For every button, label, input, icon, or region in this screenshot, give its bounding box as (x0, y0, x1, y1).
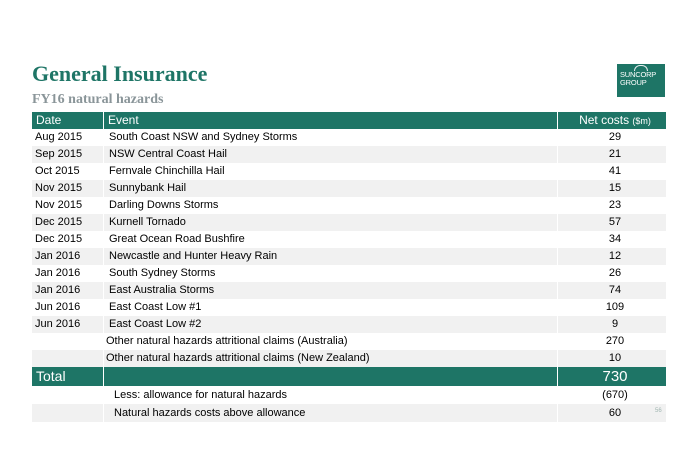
natural-hazards-table (32, 112, 666, 422)
row-cost: 270 (557, 333, 666, 350)
above-allowance-spacer (32, 404, 103, 422)
row-date: Nov 2015 (32, 180, 103, 197)
row-event: Darling Downs Storms (103, 197, 557, 214)
row-date: Oct 2015 (35, 165, 80, 177)
row-date: Aug 2015 (35, 131, 83, 143)
row-event: NSW Central Coast Hail (103, 146, 557, 163)
row-date: Nov 2015 (35, 199, 83, 211)
total-spacer (103, 367, 557, 386)
total-value: 730 (557, 367, 666, 386)
row-date: Dec 2015 (32, 214, 103, 231)
row-cost: 74 (557, 282, 666, 299)
row-event: Kurnell Tornado (103, 214, 557, 231)
row-event: East Coast Low #2 (103, 316, 557, 333)
row-event: East Australia Storms (103, 282, 557, 299)
header-unit: ($m) (632, 116, 651, 126)
page-number: 56 (655, 408, 662, 414)
row-cost: 21 (557, 146, 666, 163)
row-date: Jan 2016 (32, 248, 103, 265)
row-date: Jun 2016 (32, 316, 103, 333)
allowance-spacer (32, 386, 103, 404)
row-cost: 9 (557, 316, 666, 333)
row-cost: 12 (557, 248, 666, 265)
row-date: Dec 2015 (35, 233, 83, 245)
above-allowance-value: 60 (557, 404, 666, 422)
row-cost: 41 (557, 163, 666, 180)
logo-text-line-2: GROUP (620, 78, 647, 87)
header-net-costs (557, 112, 666, 129)
row-cost: 34 (557, 231, 666, 248)
above-allowance-label: Natural hazards costs above allowance (103, 404, 557, 422)
row-cost: 23 (557, 197, 666, 214)
row-event: Other natural hazards attritional claims (Australia) (103, 333, 557, 350)
row-cost: 15 (557, 180, 666, 197)
sun-arc-icon (634, 65, 648, 71)
row-date: Jun 2016 (35, 301, 81, 313)
row-date (32, 333, 103, 350)
row-cost: 26 (557, 265, 666, 282)
row-cost: 109 (557, 299, 666, 316)
row-event: Newcastle and Hunter Heavy Rain (103, 248, 557, 265)
page-subtitle: FY16 natural hazards (32, 92, 164, 107)
row-cost: 57 (557, 214, 666, 231)
allowance-value: (670) (557, 386, 666, 404)
suncorp-logo (617, 64, 665, 97)
row-event: South Sydney Storms (103, 265, 557, 282)
row-cost: 10 (557, 350, 666, 367)
row-event: Sunnybank Hail (103, 180, 557, 197)
row-event: Fernvale Chinchilla Hail (103, 163, 557, 180)
row-event: East Coast Low #1 (103, 299, 557, 316)
page-title: General Insurance (32, 61, 208, 86)
header-net-costs-label: Net costs (579, 113, 630, 127)
total-label: Total (32, 367, 103, 386)
row-date: Sep 2015 (32, 146, 103, 163)
row-date: Jan 2016 (35, 267, 81, 279)
allowance-label: Less: allowance for natural hazards (103, 386, 557, 404)
header-date: Date (32, 112, 103, 129)
row-event: Other natural hazards attritional claims (New Zealand) (103, 350, 557, 367)
row-cost: 29 (557, 129, 666, 146)
row-date (32, 350, 103, 367)
row-date: Jan 2016 (32, 282, 103, 299)
row-event: Great Ocean Road Bushfire (103, 231, 557, 248)
header-event: Event (103, 112, 557, 129)
row-event: South Coast NSW and Sydney Storms (103, 129, 557, 146)
logo-text-line-1: SUNCORP (620, 70, 657, 79)
